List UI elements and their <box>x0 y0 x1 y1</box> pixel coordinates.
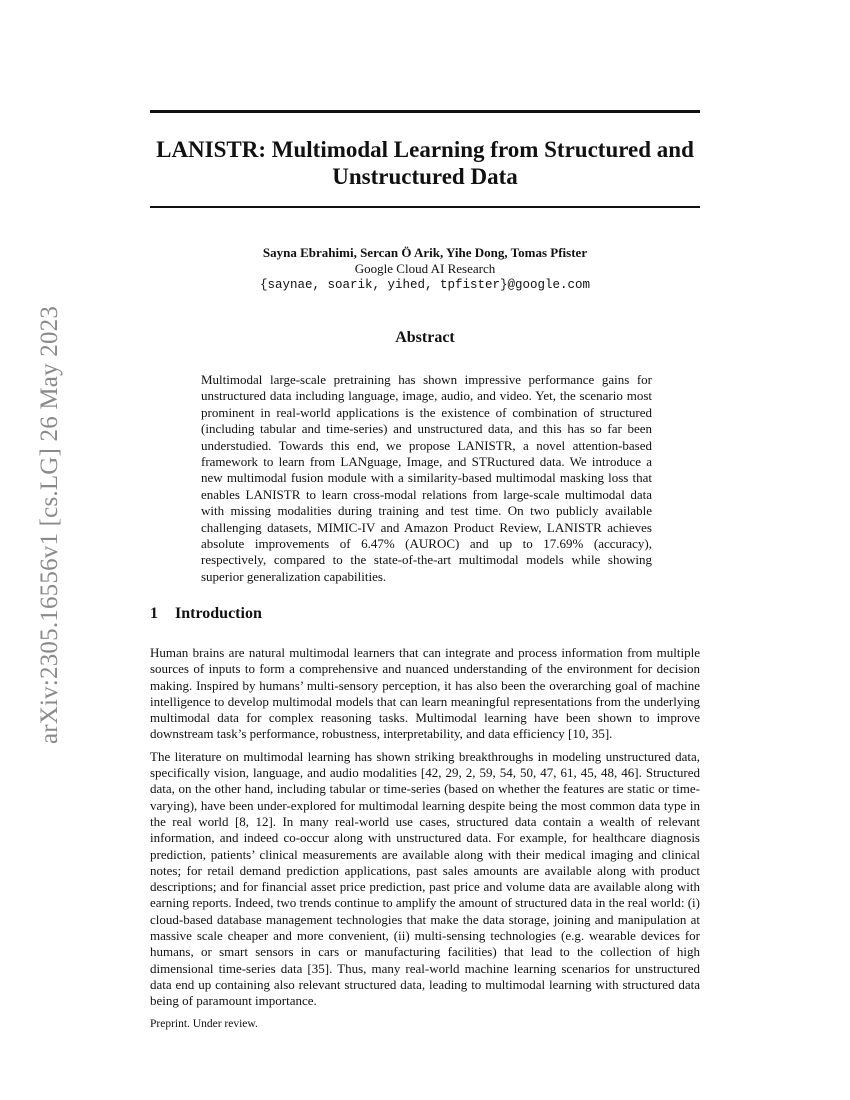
intro-paragraph-2: The literature on multimodal learning has shown striking breakthroughs in modeling unstructured data, specifically vision, language, and audio modalities [42, 29, 2, 59, 54, 50, 47, 61, 45, 48, 46]. Structured data, on the other hand, including tabular or time-series (based on whether the features are static or time-varying), have been under-explored for multimodal learning despite being the most common data type in the real world [8, 12]. In many real-world use cases, structured data contain a wealth of relevant information, and indeed co-occur along with unstructured data. For example, for healthcare diagnosis prediction, patients’ clinical measurements are available along with their medical imaging and clinical notes; for retail demand prediction applications, past sales amounts are available along with product descriptions; and for financial asset price prediction, past price and volume data are available along with earning reports. Indeed, two trends continue to amplify the amount of structured data in the real world: (i) cloud-based database management technologies that make the data storage, joining and manipulation at massive scale cheaper and more convenient, (ii) multi-sensing technologies (e.g. wearable devices for humans, or smart sensors in cars or manufacturing facilities) that lead to the collection of high dimensional time-series data [35]. Thus, many real-world machine learning scenarios for unstructured data end up containing also relevant structured data, leading to multimodal learning with structured data being of paramount importance. <box>150 748 700 1009</box>
intro-paragraph-1: Human brains are natural multimodal learners that can integrate and process information from multiple sources of inputs to form a comprehensive and nuanced understanding of the environment for decision making. Inspired by humans’ multi-sensory perception, it has also been the overarching goal of machine intelligence to develop multimodal models that can learn meaningful representations from the underlying multimodal data for complex reasoning tasks. Multimodal learning have been shown to improve downstream task’s performance, robustness, interpretability, and data efficiency [10, 35]. <box>150 645 700 742</box>
section-heading-introduction <box>150 605 262 623</box>
paper-title: LANISTR: Multimodal Learning from Structured and Unstructured Data <box>156 137 694 189</box>
arxiv-identifier-text: arXiv:2305.16556v1 [cs.LG] 26 May 2023 <box>36 305 63 745</box>
title-top-rule <box>150 110 700 113</box>
author-affiliation: Google Cloud AI Research <box>354 261 496 276</box>
section-number: 1 <box>150 605 158 622</box>
author-block <box>150 245 700 293</box>
title-bottom-rule <box>150 206 700 208</box>
introduction-body <box>150 645 700 1016</box>
arxiv-identifier <box>20 285 80 765</box>
author-names: Sayna Ebrahimi, Sercan Ö Arik, Yihe Dong, Tomas Pfister <box>262 245 588 260</box>
abstract-heading: Abstract <box>395 329 455 346</box>
page-footer: Preprint. Under review. <box>150 1018 258 1030</box>
section-title: Introduction <box>175 605 262 622</box>
author-email: {saynae, soarik, yihed, tpfister}@google.com <box>259 278 591 292</box>
abstract-text: Multimodal large-scale pretraining has shown impressive performance gains for unstructured data including language, image, audio, and video. Yet, the scenario most prominent in real-world applications is the existence of combination of structured (including tabular and time-series) and unstructured data, and this has so far been understudied. Towards this end, we propose LANISTR, a novel attention-based framework to learn from LANguage, Image, and STRuctured data. We introduce a new multimodal fusion module with a similarity-based multimodal masking loss that enables LANISTR to learn cross-modal relations from large-scale multimodal data with missing modalities during training and test time. On two publicly available challenging datasets, MIMIC-IV and Amazon Product Review, LANISTR achieves absolute improvements of 6.47% (AUROC) and up to 17.69% (accuracy), respectively, compared to the state-of-the-art multimodal models while showing superior generalization capabilities. <box>201 372 652 584</box>
